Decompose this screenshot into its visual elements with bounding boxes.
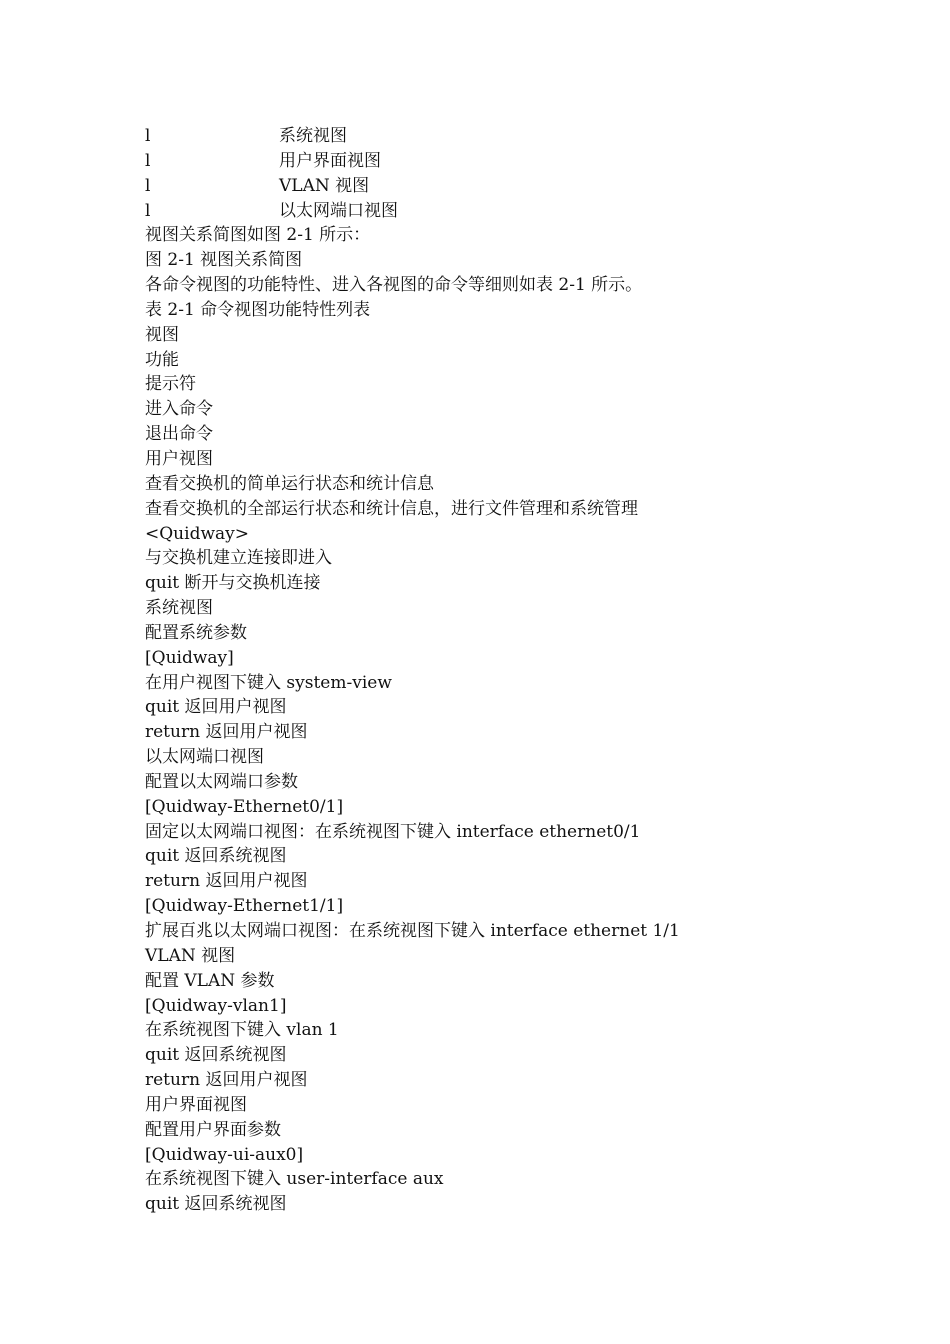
ethernet-view-enter-extended: 扩展百兆以太网端口视图：在系统视图下键入 interface ethernet 1/1 xyxy=(145,921,680,941)
ui-view-name: 用户界面视图 xyxy=(145,1094,247,1115)
vlan-view-function: 配置 VLAN 参数 xyxy=(145,970,275,991)
table-header-enter-command: 进入命令 xyxy=(145,399,213,420)
ethernet-view-prompt-fixed: [Quidway-Ethernet0/1] xyxy=(145,796,344,817)
user-view-name: 用户视图 xyxy=(145,448,213,469)
user-view-exit: quit 断开与交换机连接 xyxy=(145,573,321,594)
bullet-text: 用户界面视图 xyxy=(279,150,381,171)
ethernet-view-exit-quit: quit 返回系统视图 xyxy=(145,846,287,867)
vlan-view-enter: 在系统视图下键入 vlan 1 xyxy=(145,1020,339,1041)
bullet-item xyxy=(145,149,905,174)
bullet-text: 以太网端口视图 xyxy=(279,200,398,221)
system-view-exit-quit: quit 返回用户视图 xyxy=(145,697,287,718)
ethernet-view-prompt-extended: [Quidway-Ethernet1/1] xyxy=(145,896,344,917)
user-view-function: 查看交换机的简单运行状态和统计信息 xyxy=(145,473,434,494)
system-view-exit-return: return 返回用户视图 xyxy=(145,722,308,743)
table-header-view: 视图 xyxy=(145,324,179,345)
ethernet-view-name: 以太网端口视图 xyxy=(145,747,264,768)
table-header-function: 功能 xyxy=(145,349,179,370)
table-header-exit-command: 退出命令 xyxy=(145,424,213,445)
figure-caption: 图 2-1 视图关系简图 xyxy=(145,250,303,271)
table-header-prompt: 提示符 xyxy=(145,374,196,395)
ui-view-enter: 在系统视图下键入 user-interface aux xyxy=(145,1169,444,1190)
ethernet-view-enter-fixed: 固定以太网端口视图：在系统视图下键入 interface ethernet0/1 xyxy=(145,821,641,842)
bullet-marker: l xyxy=(145,200,151,221)
vlan-view-exit-quit: quit 返回系统视图 xyxy=(145,1045,287,1066)
ui-view-exit-quit: quit 返回系统视图 xyxy=(145,1194,287,1215)
bullet-text: VLAN 视图 xyxy=(279,175,370,196)
ui-view-function: 配置用户界面参数 xyxy=(145,1119,281,1140)
system-view-name: 系统视图 xyxy=(145,598,213,619)
intro-text: 视图关系简图如图 2-1 所示： xyxy=(145,225,371,246)
vlan-view-name: VLAN 视图 xyxy=(145,945,236,966)
system-view-prompt: [Quidway] xyxy=(145,647,234,668)
user-view-function-detail: 查看交换机的全部运行状态和统计信息，进行文件管理和系统管理 xyxy=(145,498,638,519)
bullet-text: 系统视图 xyxy=(279,126,347,146)
bullet-marker: l xyxy=(145,175,151,196)
document-body xyxy=(145,124,905,1217)
user-view-enter: 与交换机建立连接即进入 xyxy=(145,548,332,569)
system-view-function: 配置系统参数 xyxy=(145,622,247,643)
system-view-enter: 在用户视图下键入 system-view xyxy=(145,672,392,693)
bullet-item xyxy=(145,199,905,224)
ethernet-view-function: 配置以太网端口参数 xyxy=(145,771,298,792)
description-text: 各命令视图的功能特性、进入各视图的命令等细则如表 2-1 所示。 xyxy=(145,275,643,296)
bullet-marker: l xyxy=(145,126,151,146)
bullet-item xyxy=(145,174,905,199)
vlan-view-exit-return: return 返回用户视图 xyxy=(145,1070,308,1091)
table-caption: 表 2-1 命令视图功能特性列表 xyxy=(145,299,371,320)
bullet-item xyxy=(145,124,905,149)
vlan-view-prompt: [Quidway-vlan1] xyxy=(145,995,287,1016)
user-view-prompt: <Quidway> xyxy=(145,523,249,544)
bullet-marker: l xyxy=(145,150,151,171)
ui-view-prompt: [Quidway-ui-aux0] xyxy=(145,1144,304,1165)
ethernet-view-exit-return: return 返回用户视图 xyxy=(145,871,308,892)
